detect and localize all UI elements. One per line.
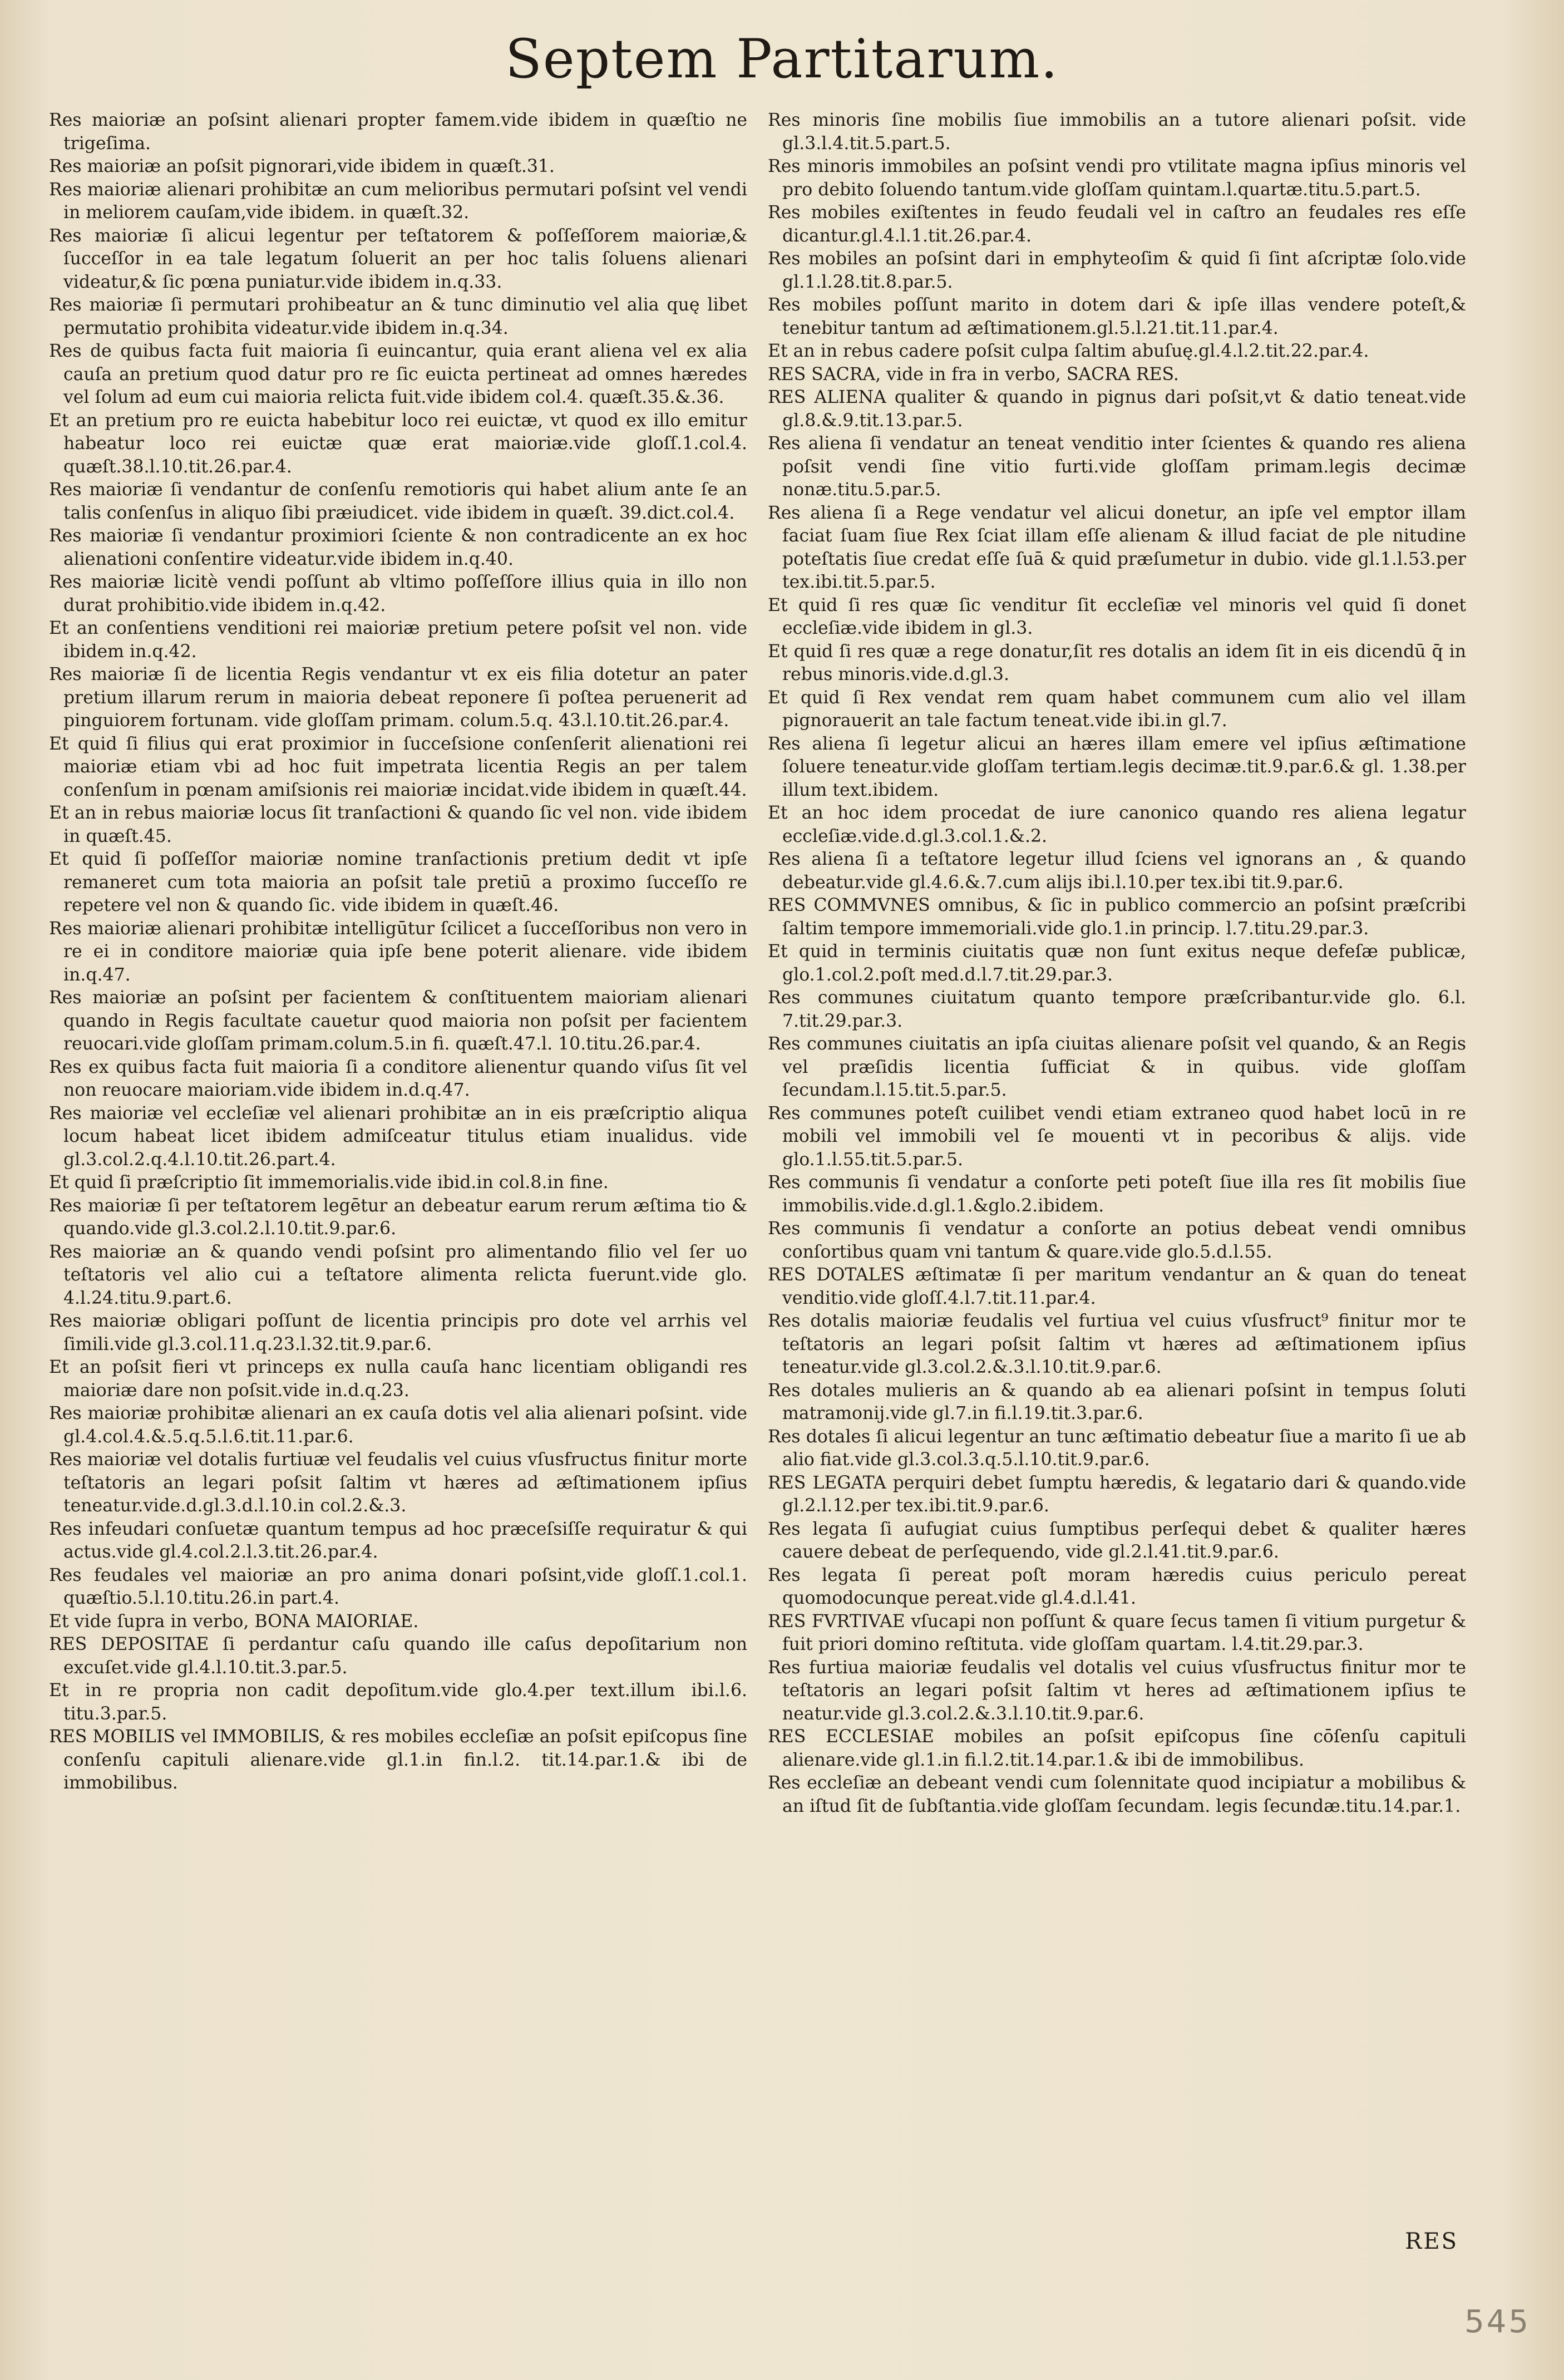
index-entry: Et quid in terminis ciuitatis quæ non ſunt exitus neque defeſæ publicæ, glo.1.col.2.poſt med.d.l.7.tit.29.par.3. — [768, 942, 1466, 985]
index-entry: Res minoris immobiles an poſsint vendi pro vtilitate magna ipſius minoris vel pro debito ſoluendo tantum.vide gloſſam quintam.l.quartæ.titu.5.part.5. — [768, 156, 1466, 200]
index-entry: Res infeudari conſuetæ quantum tempus ad hoc præceſsiſſe requiratur & qui actus.vide gl.4.col.2.l.3.tit.26.par.4. — [49, 1519, 747, 1562]
index-entry: Res feudales vel maioriæ an pro anima donari poſsint,vide gloſſ.1.col.1. quæſtio.5.l.10.titu.26.in part.4. — [49, 1565, 747, 1608]
index-entry: RES ECCLESIAE mobiles an poſsit epiſcopus ſine cōſenſu capituli alienare.vide gl.1.in fi.l.2.tit.14.par.1.& ibi de immobilibus. — [768, 1727, 1466, 1770]
index-entry: Et an in rebus maioriæ locus ſit tranſactioni & quando ſic vel non. vide ibidem in quæſt.45. — [49, 803, 747, 846]
index-entry: Res maioriæ ſi vendantur de conſenſu remotioris qui habet alium ante ſe an talis conſenſus in aliquo ſibi præiudicet. vide ibidem in quæſt. 39.dict.col.4. — [49, 480, 747, 523]
index-entry: Res maioriæ an poſsint per facientem & conſtituentem maioriam alienari quando in Regis facultate cauetur quod maioria non poſsit per facientem reuocari.vide gloſſam primam.colum.5.in fi. quæſt.47.l. 10.titu.26.par.4. — [49, 988, 747, 1054]
index-entry: Res legata ſi aufugiat cuius ſumptibus perſequi debet & qualiter hæres cauere debeat de perſequendo, vide gl.2.l.41.tit.9.par.6. — [768, 1519, 1466, 1562]
index-entry: Res maioriæ licitè vendi poſſunt ab vltimo poſſeſſore illius quia in illo non durat prohibitio.vide ibidem in.q.42. — [49, 572, 747, 615]
catchword: RES — [1405, 2229, 1458, 2254]
index-entry: Et in re propria non cadit depoſitum.vide glo.4.per text.illum ibi.l.6. titu.3.par.5. — [49, 1681, 747, 1724]
index-entry: Res mobiles an poſsint dari in emphyteoſim & quid ſi ſint aſcriptæ ſolo.vide gl.1.l.28.tit.8.par.5. — [768, 249, 1466, 292]
index-entry: Res communes ciuitatis an ipſa ciuitas alienare poſsit vel quando, & an Regis vel præſidis licentia ſufficiat & in quibus. vide gloſſam ſecundam.l.15.tit.5.par.5. — [768, 1034, 1466, 1100]
index-entry: RES DOTALES æſtimatæ ſi per maritum vendantur an & quan do teneat venditio.vide gloſſ.4.l.7.tit.11.par.4. — [768, 1265, 1466, 1308]
index-entry: RES MOBILIS vel IMMOBILIS, & res mobiles eccleſiæ an poſsit epiſcopus ſine conſenſu capituli alienare.vide gl.1.in fin.l.2. tit.14.par.1.& ibi de immobilibus. — [49, 1727, 747, 1793]
index-entry: Et quid ſi præſcriptio ſit immemorialis.vide ibid.in col.8.in fine. — [49, 1172, 609, 1193]
index-entry: Et quid ſi Rex vendat rem quam habet communem cum alio vel illam pignorauerit an tale factum teneat.vide ibi.in gl.7. — [768, 687, 1466, 731]
index-entry: Res maioriæ alienari prohibitæ intelligūtur ſcilicet a ſucceſſoribus non vero in re ei in conditore maioriæ quia ipſe bene poterit alienare. vide ibidem in.q.47. — [49, 918, 747, 985]
index-entry: Res maioriæ ſi alicui legentur per teſtatorem & poſſeſſorem maioriæ,& ſucceſſor in ea tale legatum ſoluerit an per hoc talis ſoluens alienari videatur,& ſic pœna puniatur.vide ibidem in.q.33. — [49, 225, 747, 292]
index-entry: Res dotalis maioriæ feudalis vel furtiua vel cuius vſusfruct⁹ finitur mor te teſtatoris an legari poſsit ſaltim vt hæres ad æſtimationem ipſius teneatur.vide gl.3.col.2.&.3.l.10.tit.9.par.6. — [768, 1311, 1466, 1377]
index-entry: Et an in rebus cadere poſsit culpa ſaltim abuſuę.gl.4.l.2.tit.22.par.4. — [768, 341, 1369, 361]
index-entry: Res maioriæ alienari prohibitæ an cum melioribus permutari poſsint vel vendi in meliorem cauſam,vide ibidem. in quæſt.32. — [49, 179, 747, 223]
index-entry: Res maioriæ prohibitæ alienari an ex cauſa dotis vel alia alienari poſsint. vide gl.4.col.4.&.5.q.5.l.6.tit.11.par.6. — [49, 1403, 747, 1447]
index-entry: RES ALIENA qualiter & quando in pignus dari poſsit,vt & datio teneat.vide gl.8.&.9.tit.13.par.5. — [768, 387, 1466, 431]
index-entry: Res mobiles poſſunt marito in dotem dari & ipſe illas vendere poteſt,& tenebitur tantum ad æſtimationem.gl.5.l.21.tit.11.par.4. — [768, 295, 1466, 338]
index-entry: Et an poſsit fieri vt princeps ex nulla cauſa hanc licentiam obligandi res maioriæ dare non poſsit.vide in.d.q.23. — [49, 1357, 747, 1401]
index-entry: RES COMMVNES omnibus, & ſic in publico commercio an poſsint præſcribi ſaltim tempore immemoriali.vide glo.1.in princip. l.7.titu.29.par.3. — [768, 895, 1466, 939]
index-entry: Res legata ſi pereat poſt moram hæredis cuius periculo pereat quomodocunque pereat.vide gl.4.d.l.41. — [768, 1565, 1466, 1608]
index-entry: Res aliena ſi vendatur an teneat venditio inter ſcientes & quando res aliena poſsit vendi ſine vitio furti.vide gloſſam primam.legis decimæ nonæ.titu.5.par.5. — [768, 433, 1466, 500]
left-column — [49, 109, 747, 1795]
index-entry: Res mobiles exiſtentes in feudo feudali vel in caſtro an feudales res eſſe dicantur.gl.4.l.1.tit.26.par.4. — [768, 203, 1466, 246]
index-entry: Res aliena ſi legetur alicui an hæres illam emere vel ipſius æſtimatione ſoluere teneatur.vide gloſſam tertiam.legis decimæ.tit.9.par.6.& gl. 1.38.per illum text.ibidem. — [768, 733, 1466, 800]
index-entry: Res de quibus facta fuit maioria ſi euincantur, quia erant aliena vel ex alia cauſa an pretium quod datur pro re ſic euicta pertineat ad omnes hæredes vel ſolum ad eum cui maioria relicta fuit.vide ibidem col.4. quæſt.35.&.36. — [49, 341, 747, 407]
index-entry: Res eccleſiæ an debeant vendi cum ſolennitate quod incipiatur a mobilibus & an iſtud ſit de ſubſtantia.vide gloſſam ſecundam. legis ſecundæ.titu.14.par.1. — [768, 1773, 1466, 1816]
index-entry: Res communes ciuitatum quanto tempore præſcribantur.vide glo. 6.l. 7.tit.29.par.3. — [768, 988, 1466, 1031]
index-entry: Res maioriæ ſi de licentia Regis vendantur vt ex eis filia dotetur an pater pretium illarum rerum in maioria debeat reponere ſi poſtea peruenerit ad pinguiorem fortunam. vide gloſſam primam. colum.5.q. 43.l.10.tit.26.par.4. — [49, 664, 747, 731]
index-entry: Res minoris ſine mobilis ſiue immobilis an a tutore alienari poſsit. vide gl.3.l.4.tit.5.part.5. — [768, 110, 1466, 154]
index-entry: Res communis ſi vendatur a conſorte an potius debeat vendi omnibus conſortibus quam vni tantum & quare.vide glo.5.d.l.55. — [768, 1219, 1466, 1262]
index-entry: Res aliena ſi a teſtatore legetur illud ſciens vel ignorans an , & quando debeatur.vide gl.4.6.&.7.cum alijs ibi.l.10.per tex.ibi tit.9.par.6. — [768, 849, 1466, 893]
index-entry: Res communes poteſt cuilibet vendi etiam extraneo quod habet locū in re mobili vel immobili vel ſe mouenti vt in pecoribus & alijs. vide glo.1.l.55.tit.5.par.5. — [768, 1103, 1466, 1170]
folio-number: 545 — [1464, 2304, 1531, 2340]
index-entry: Res ex quibus facta fuit maioria ſi a conditore alienentur quando viſus ſit vel non reuocare maioriam.vide ibidem in.d.q.47. — [49, 1057, 747, 1100]
right-column — [768, 109, 1466, 1818]
index-entry: Et an conſentiens venditioni rei maioriæ pretium petere poſsit vel non. vide ibidem in.q.42. — [49, 618, 747, 662]
index-entry: Res maioriæ an poſsit pignorari,vide ibidem in quæſt.31. — [49, 156, 555, 176]
index-entry: Res dotales mulieris an & quando ab ea alienari poſsint in tempus ſoluti matramonij.vide gl.7.in fi.l.19.tit.3.par.6. — [768, 1380, 1466, 1423]
index-entry: Res maioriæ ſi vendantur proximiori ſciente & non contradicente an ex hoc alienationi conſentire videatur.vide ibidem in.q.40. — [49, 526, 747, 569]
index-entry: Et an pretium pro re euicta habebitur loco rei euictæ, vt quod ex illo emitur habeatur loco rei euictæ quæ erat maioriæ.vide gloſſ.1.col.4. quæſt.38.l.10.tit.26.par.4. — [49, 410, 747, 477]
index-entry: Res dotales ſi alicui legentur an tunc æſtimatio debeatur ſiue a marito ſi ue ab alio fiat.vide gl.3.col.3.q.5.l.10.tit.9.par.6. — [768, 1426, 1466, 1470]
index-entry: RES LEGATA perquiri debet ſumptu hæredis, & legatario dari & quando.vide gl.2.l.12.per tex.ibi.tit.9.par.6. — [768, 1472, 1466, 1516]
index-entry: Et quid ſi poſſeſſor maioriæ nomine tranſactionis pretium dedit vt ipſe remaneret cum tota maioria an poſsit tale pretiū a proximo ſucceſſo re repetere vel non & quando ſic. vide ibidem in quæſt.46. — [49, 849, 747, 915]
index-entry: Res maioriæ an & quando vendi poſsint pro alimentando filio vel ſer uo teſtatoris vel alio cui a teſtatore alimenta relicta fuerunt.vide glo. 4.l.24.titu.9.part.6. — [49, 1241, 747, 1308]
index-entry: Et quid ſi res quæ a rege donatur,ſit res dotalis an idem ſit in eis dicendū q̄ in rebus minoris.vide.d.gl.3. — [768, 641, 1466, 684]
index-entry: Res furtiua maioriæ feudalis vel dotalis vel cuius vſusfructus finitur mor te teſtatoris an legari poſsit ſaltim vt heres ad æſtimationem ipſius te neatur.vide gl.3.col.2.&.3.l.10.tit.9.par.6. — [768, 1657, 1466, 1724]
index-entry: RES DEPOSITAE ſi perdantur caſu quando ille caſus depoſitarium non excuſet.vide gl.4.l.10.tit.3.par.5. — [49, 1634, 747, 1678]
index-entry: Et vide ſupra in verbo, BONA MAIORIAE. — [49, 1611, 419, 1632]
index-entry: RES FVRTIVAE vſucapi non poſſunt & quare ſecus tamen ſi vitium purgetur & fuit priori domino reſtituta. vide gloſſam quartam. l.4.tit.29.par.3. — [768, 1611, 1466, 1654]
running-title: Septem Partitarum. — [505, 28, 1059, 90]
index-entry: Et quid ſi res quæ ſic venditur ſit eccleſiæ vel minoris vel quid ſi donet eccleſiæ.vide ibidem in gl.3. — [768, 595, 1466, 638]
index-entry: Res maioriæ obligari poſſunt de licentia principis pro dote vel arrhis vel ſimili.vide gl.3.col.11.q.23.l.32.tit.9.par.6. — [49, 1311, 747, 1354]
index-entry: Res communis ſi vendatur a conſorte peti poteſt ſiue illa res ſit mobilis ſiue immobilis.vide.d.gl.1.&glo.2.ibidem. — [768, 1172, 1466, 1216]
index-entry: Res aliena ſi a Rege vendatur vel alicui donetur, an ipſe vel emptor illam faciat ſuam ſiue Rex ſciat illam eſſe alienam & illud faciat de ple nitudine poteſtatis ſiue credat eſſe ſuā & quid præſumetur in dubio. vide gl.1.l.53.per tex.ibi.tit.5.par.5. — [768, 502, 1466, 592]
index-entry: RES SACRA, vide in fra in verbo, SACRA RES. — [768, 364, 1179, 385]
index-entry: Res maioriæ ſi per teſtatorem legētur an debeatur earum rerum æſtima tio & quando.vide gl.3.col.2.l.10.tit.9.par.6. — [49, 1195, 747, 1239]
index-entry: Et an hoc idem procedat de iure canonico quando res aliena legatur eccleſiæ.vide.d.gl.3.col.1.&.2. — [768, 803, 1466, 846]
index-entry: Res maioriæ vel dotalis furtiuæ vel feudalis vel cuius vſusfructus finitur morte teſtatoris an legari poſsit ſaltim vt hæres ad æſtimationem ipſius teneatur.vide.d.gl.3.d.l.10.in col.2.&.3. — [49, 1450, 747, 1516]
index-entry: Res maioriæ an poſsint alienari propter famem.vide ibidem in quæſtio ne trigeſima. — [49, 110, 747, 154]
index-entry: Res maioriæ vel eccleſiæ vel alienari prohibitæ an in eis præſcriptio aliqua locum habeat licet ibidem admiſceatur titulus etiam inualidus. vide gl.3.col.2.q.4.l.10.tit.26.part.4. — [49, 1103, 747, 1170]
index-entry: Et quid ſi filius qui erat proximior in ſucceſsione conſenſerit alienationi rei maioriæ etiam vbi ad hoc fuit impetrata licentia Regis an per talem conſenſum in pœnam amiſsionis rei maioriæ incidat.vide ibidem in quæſt.44. — [49, 733, 747, 800]
index-entry: Res maioriæ ſi permutari prohibeatur an & tunc diminutio vel alia quę libet permutatio prohibita videatur.vide ibidem in.q.34. — [49, 295, 747, 338]
